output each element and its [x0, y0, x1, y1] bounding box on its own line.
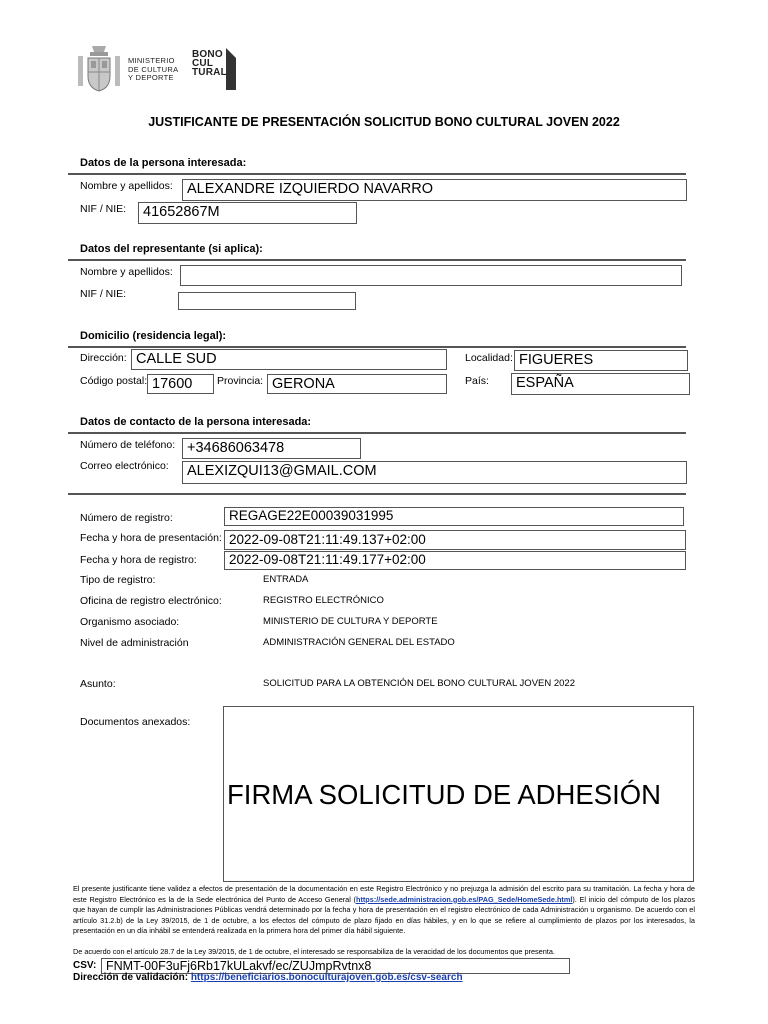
ministry-logo — [76, 44, 186, 94]
tipo-registro-value: ENTRADA — [263, 574, 309, 585]
documentos-box — [223, 706, 694, 882]
interesada-nif-label: NIF / NIE: — [80, 203, 127, 215]
telefono-label: Número de teléfono: — [80, 439, 176, 451]
nivel-value: ADMINISTRACIÓN GENERAL DEL ESTADO — [263, 637, 455, 648]
section-interesada-heading: Datos de la persona interesada: — [80, 157, 247, 169]
fecha-registro-field[interactable]: 2022-09-08T21:11:49.177+02:00 — [224, 551, 686, 570]
pais-field[interactable]: ESPAÑA — [511, 373, 690, 395]
section-divider — [68, 259, 686, 261]
bono-line-1: BONO — [192, 49, 223, 60]
ministry-line-1: MINISTERIO — [128, 56, 175, 65]
bono-line-3: TURAL — [192, 67, 227, 78]
section-divider — [68, 432, 686, 434]
email-label: Correo electrónico: — [80, 460, 169, 472]
codigo-postal-label: Código postal: — [80, 375, 148, 387]
sede-link[interactable]: https://sede.administracion.gob.es/PAG_Sede/HomeSede.html — [355, 894, 573, 904]
bono-cultural-logo — [190, 46, 238, 92]
nivel-label: Nivel de administración — [80, 637, 189, 649]
direccion-field[interactable]: CALLE SUD — [131, 349, 447, 370]
section-divider — [68, 493, 686, 495]
legal-notice-responsibility: De acuerdo con el artículo 28.7 de la Ley 39/2015, de 1 de octubre, el interesado se responsabiliza de la veracidad de los documentos que presenta. — [73, 947, 555, 956]
legal-text-a: El presente justificante tiene validez a efectos de presentación de la documentación en este Registro Electrónico y no prejuzga la admisión del escrito para su tramitación. La fecha y hora de este Registro Electrónico es la de la Sede electrónica del Punto de Acceso General ( — [73, 884, 695, 904]
interesada-nif-field[interactable]: 41652867M — [138, 202, 357, 224]
section-divider — [68, 173, 686, 175]
provincia-field[interactable]: GERONA — [267, 374, 447, 394]
section-representante-heading: Datos del representante (si aplica): — [80, 243, 263, 255]
section-contacto-heading: Datos de contacto de la persona interesada: — [80, 416, 312, 428]
telefono-field[interactable]: +34686063478 — [182, 438, 361, 459]
representante-nif-field[interactable] — [178, 292, 356, 310]
oficina-label: Oficina de registro electrónico: — [80, 595, 222, 607]
fecha-presentacion-field[interactable]: 2022-09-08T21:11:49.137+02:00 — [224, 530, 686, 550]
validation-label: Dirección de validación: — [73, 972, 189, 983]
localidad-field[interactable]: FIGUERES — [514, 350, 688, 371]
csv-label: CSV: — [73, 960, 97, 971]
localidad-label: Localidad: — [465, 352, 513, 364]
documentos-label: Documentos anexados: — [80, 716, 191, 728]
asunto-label: Asunto: — [80, 678, 116, 690]
fecha-registro-label: Fecha y hora de registro: — [80, 554, 197, 566]
section-divider — [68, 346, 686, 348]
validation-row — [73, 972, 463, 983]
section-domicilio-heading: Domicilio (residencia legal): — [80, 330, 227, 342]
legal-notice — [73, 884, 695, 937]
bono-line-2: CUL — [192, 58, 214, 69]
numero-registro-label: Número de registro: — [80, 512, 173, 524]
email-field[interactable]: ALEXIZQUI13@GMAIL.COM — [182, 461, 687, 484]
numero-registro-field[interactable]: REGAGE22E00039031995 — [224, 507, 684, 526]
csv-field[interactable]: FNMT-00F3uFj6Rb17kULakvf/ec/ZUJmpRvtnx8 — [101, 958, 570, 974]
pais-label: País: — [465, 375, 489, 387]
representante-name-field[interactable] — [180, 265, 682, 286]
provincia-label: Provincia: — [217, 375, 264, 387]
representante-name-label: Nombre y apellidos: — [80, 266, 173, 278]
coat-of-arms-icon — [76, 44, 122, 94]
interesada-name-field[interactable]: ALEXANDRE IZQUIERDO NAVARRO — [182, 179, 687, 201]
ministry-line-3: Y DEPORTE — [128, 73, 174, 82]
ministry-line-2: DE CULTURA — [128, 64, 179, 74]
validation-link[interactable]: https://beneficiarios.bonoculturajoven.gob.es/csv-search — [190, 972, 463, 983]
organismo-value: MINISTERIO DE CULTURA Y DEPORTE — [263, 616, 438, 627]
documentos-value: FIRMA SOLICITUD DE ADHESIÓN — [227, 779, 661, 810]
direccion-label: Dirección: — [80, 352, 127, 364]
representante-nif-label: NIF / NIE: — [80, 288, 127, 300]
organismo-label: Organismo asociado: — [80, 616, 180, 628]
legal-text-b: ). El inicio del cómputo de los plazos que hayan de cumplir las Administraciones Públicas vendrá determinado por la fecha y hora de presentación en el registro electrónico de cada Administración u organismo. De acuerdo con el artículo 31.2.b) de la Ley 39/2015, de 1 de octubre, a los efectos del cómputo de plazo fijado en días hábiles, y en lo que se refiere al cumplimiento de plazos por los interesados, la presentación en un día inhábil se entenderá realizada en la primera hora del primer día hábil siguiente. — [73, 894, 695, 936]
interesada-name-label: Nombre y apellidos: — [80, 180, 173, 192]
tipo-registro-label: Tipo de registro: — [80, 574, 156, 586]
codigo-postal-field[interactable]: 17600 — [147, 374, 214, 394]
fecha-presentacion-label: Fecha y hora de presentación: — [80, 532, 222, 544]
document-title: JUSTIFICANTE DE PRESENTACIÓN SOLICITUD BONO CULTURAL JOVEN 2022 — [148, 115, 620, 129]
oficina-value: REGISTRO ELECTRÓNICO — [263, 595, 384, 606]
asunto-value: SOLICITUD PARA LA OBTENCIÓN DEL BONO CULTURAL JOVEN 2022 — [263, 678, 576, 689]
